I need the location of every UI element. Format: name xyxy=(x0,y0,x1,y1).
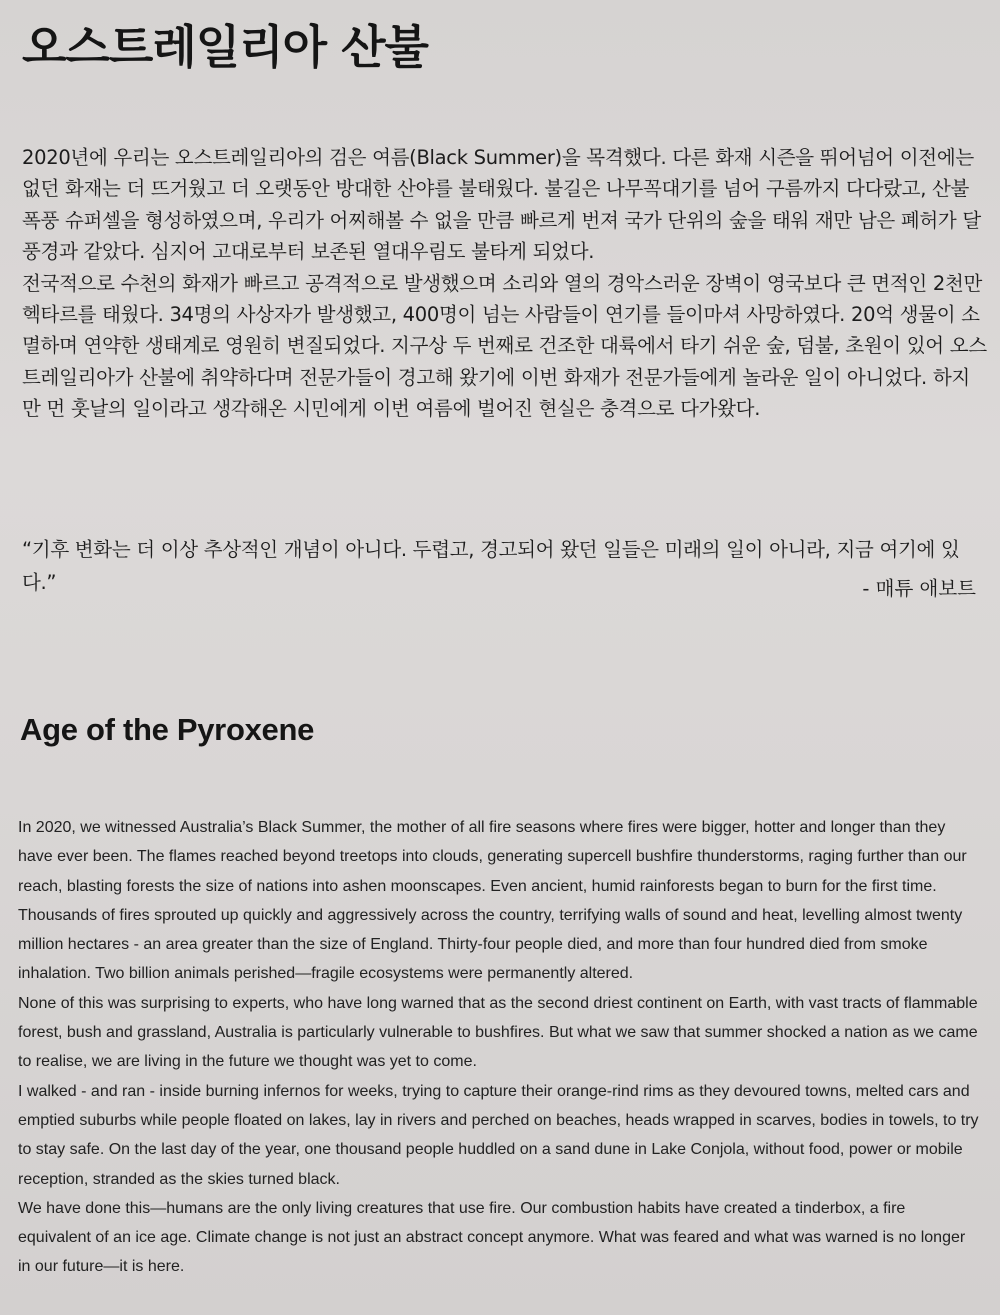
korean-title: 오스트레일리아 산불 xyxy=(22,20,428,74)
korean-body xyxy=(22,142,988,425)
english-body xyxy=(18,813,980,1282)
english-paragraph: In 2020, we witnessed Australia’s Black Summer, the mother of all fire seasons where fires were bigger, hotter and longer than they have ever been. The flames reached beyond treetops into clouds, generating supercell bushfire thunderstorms, raging further than our reach, blasting forests the size of nations into ashen moonscapes. Even ancient, humid rainforests began to burn for the first time. xyxy=(18,819,967,895)
korean-paragraph: 전국적으로 수천의 화재가 빠르고 공격적으로 발생했으며 소리와 열의 경악스러운 장벽이 영국보다 큰 면적인 2천만 헥타르를 태웠다. 34명의 사상자가 발생했고, 400명이 넘는 사람들이 연기를 들이마셔 사망하였다. 20억 생물이 소멸하며 연약한 생태계로 영원히 변질되었다. 지구상 두 번째로 건조한 대륙에서 타기 쉬운 숲, 덤불, 초원이 있어 오스트레일리아가 산불에 취약하다며 전문가들이 경고해 왔기에 이번 화재가 전문가들에게 놀라운 일이 아니었다. 하지만 먼 훗날의 일이라고 생각해온 시민에게 이번 여름에 벌어진 현실은 충격으로 다가왔다. xyxy=(22,271,987,421)
korean-quote xyxy=(22,533,988,599)
english-paragraph: I walked - and ran - inside burning infernos for weeks, trying to capture their orange-rind rims as they devoured towns, melted cars and emptied suburbs while people floated on lakes, lay in rivers and perched on beaches, heads wrapped in scarves, bodies in towels, to try to stay safe. On the last day of the year, one thousand people huddled on a sand dune in Lake Conjola, without food, power or mobile reception, stranded as the skies turned black. xyxy=(18,1082,979,1188)
korean-quote-text: “기후 변화는 더 이상 추상적인 개념이 아니다. 두렵고, 경고되어 왔던 일들은 미래의 일이 아니라, 지금 여기에 있다.” xyxy=(22,538,960,594)
english-paragraph: None of this was surprising to experts, who have long warned that as the second driest continent on Earth, with vast tracts of flammable forest, bush and grassland, Australia is particularly vulnerable to bushfires. But what we saw that summer shocked a nation as we came to realise, we are living in the future we thought was yet to come. xyxy=(18,994,978,1071)
quote-attribution: - 매튜 애보트 xyxy=(862,577,976,600)
korean-paragraph: 2020년에 우리는 오스트레일리아의 검은 여름(Black Summer)을 목격했다. 다른 화재 시즌을 뛰어넘어 이전에는 없던 화재는 더 뜨거웠고 더 오랫동안 방대한 산야를 불태웠다. 불길은 나무꼭대기를 넘어 구름까지 다다랐고, 산불 폭풍 슈퍼셀을 형성하였으며, 우리가 어찌해볼 수 없을 만큼 빠르게 번져 국가 단위의 숲을 태워 재만 남은 폐허가 달 풍경과 같았다. 심지어 고대로부터 보존된 열대우림도 불타게 되었다. xyxy=(22,146,981,264)
english-paragraph: We have done this—humans are the only living creatures that use fire. Our combustion habits have created a tinderbox, a fire equivalent of an ice age. Climate change is not just an abstract concept anymore. What was feared and what was warned is no longer in our future—it is here. xyxy=(18,1199,966,1276)
english-paragraph: Thousands of fires sprouted up quickly and aggressively across the country, terrifying walls of sound and heat, levelling almost twenty million hectares - an area greater than the size of England. Thirty-four people died, and more than four hundred died from smoke inhalation. Two billion animals perished—fragile ecosystems were permanently altered. xyxy=(18,906,963,983)
english-title: Age of the Pyroxene xyxy=(20,712,315,747)
